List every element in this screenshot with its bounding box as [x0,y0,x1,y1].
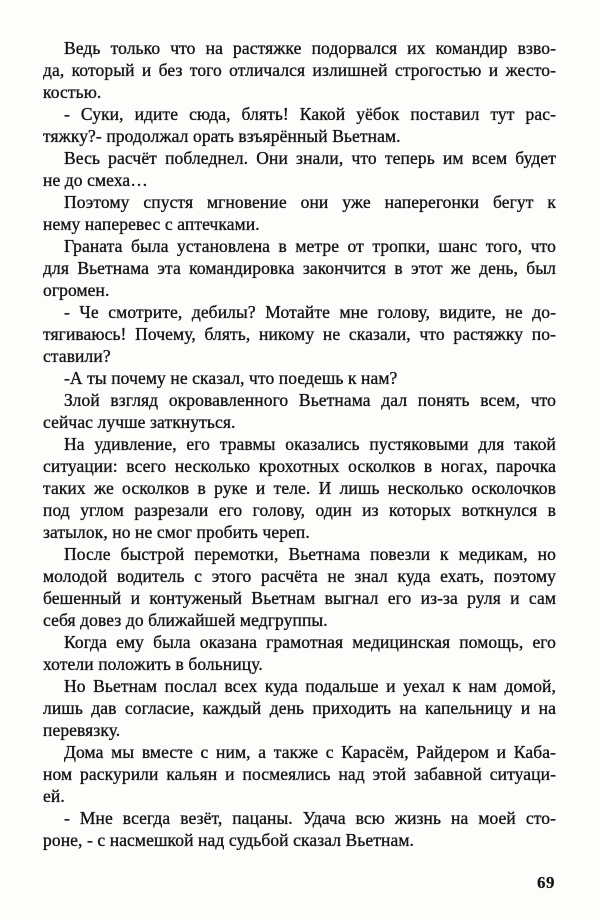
text-line: Ведь только что на растяжке подорвался их командир взво- [64,38,556,58]
paragraph [43,433,556,543]
text-line: нему наперевес с аптечками. [43,214,260,234]
paragraph [43,389,556,433]
paragraph [43,675,556,741]
paragraph [43,191,556,235]
paragraph [43,741,556,807]
text-line: Граната была установлена в метре от тропки, шанс того, что [64,236,556,256]
text-line: - Мне всегда везёт, пацаны. Удача всю жизнь на моей сто- [64,808,556,828]
paragraph [43,103,556,147]
text-line: На удивление, его травмы оказались пустяковыми для такой [64,434,556,454]
text-line: ситуации: всего несколько крохотных осколков в ногах, парочка [43,456,556,476]
text-line: сейчас лучше заткнуться. [43,412,236,432]
text-line: молодой водитель с этого расчёта не знал куда ехать, поэтому [43,566,556,586]
text-line: перевязку. [43,720,121,740]
text-line: Но Вьетнам послал всех куда подальше и уехал к нам домой, [64,676,556,696]
text-line: не до смеха… [43,170,148,190]
text-line: тягиваюсь! Почему, блять, никому не сказали, что растяжку по- [43,324,556,344]
paragraph [43,807,556,851]
text-line: себя довез до ближайшей медгруппы. [43,610,328,630]
paragraph [43,147,556,191]
text-line: для Вьетнама эта командировка закончится в этот же день, был [43,258,556,278]
paragraph [43,543,556,631]
text-line: бешенный и контуженый Вьетнам выгнал его из-за руля и сам [43,588,556,608]
text-line: роне, - с насмешкой над судьбой сказал Вьетнам. [43,830,414,850]
text-line: огромен. [43,280,110,300]
paragraph [43,367,556,389]
text-line: ном раскурили кальян и посмеялись над этой забавной ситуаци- [43,764,556,784]
page-text-block [43,37,556,851]
text-line: - Суки, идите сюда, блять! Какой уёбок поставил тут рас- [64,104,556,124]
text-line: ей. [43,786,65,806]
page-number: 69 [537,873,555,892]
paragraph [43,631,556,675]
text-line: - Че смотрите, дебилы? Мотайте мне голову, видите, не до- [64,302,556,322]
text-line: лишь дав согласие, каждый день приходить на капельницу и на [43,698,556,718]
text-line: ставили? [43,346,111,366]
paragraph [43,301,556,367]
text-line: тяжку?- продолжал орать взъярённый Вьетнам. [43,126,401,146]
text-line: хотели положить в больницу. [43,654,263,674]
text-line: под углом разрезали его голову, один из которых воткнулся в [43,500,556,520]
paragraph [43,235,556,301]
text-line: Когда ему была оказана грамотная медицинская помощь, его [64,632,556,652]
text-line: Весь расчёт побледнел. Они знали, что теперь им всем будет [64,148,556,168]
text-line: -А ты почему не сказал, что поедешь к нам? [64,368,398,388]
text-line: Дома мы вместе с ним, а также с Карасём, Райдером и Каба- [64,742,556,762]
text-line: костью. [43,82,102,102]
text-line: После быстрой перемотки, Вьетнама повезли к медикам, но [64,544,556,564]
text-line: Поэтому спустя мгновение они уже наперегонки бегут к [64,192,556,212]
text-line: да, который и без того отличался излишней строгостью и жесто- [43,60,556,80]
text-line: Злой взгляд окровавленного Вьетнама дал понять всем, что [64,390,556,410]
text-line: затылок, но не смог пробить череп. [43,522,310,542]
text-line: таких же осколков в руке и теле. И лишь несколько осколочков [43,478,556,498]
paragraph [43,37,556,103]
